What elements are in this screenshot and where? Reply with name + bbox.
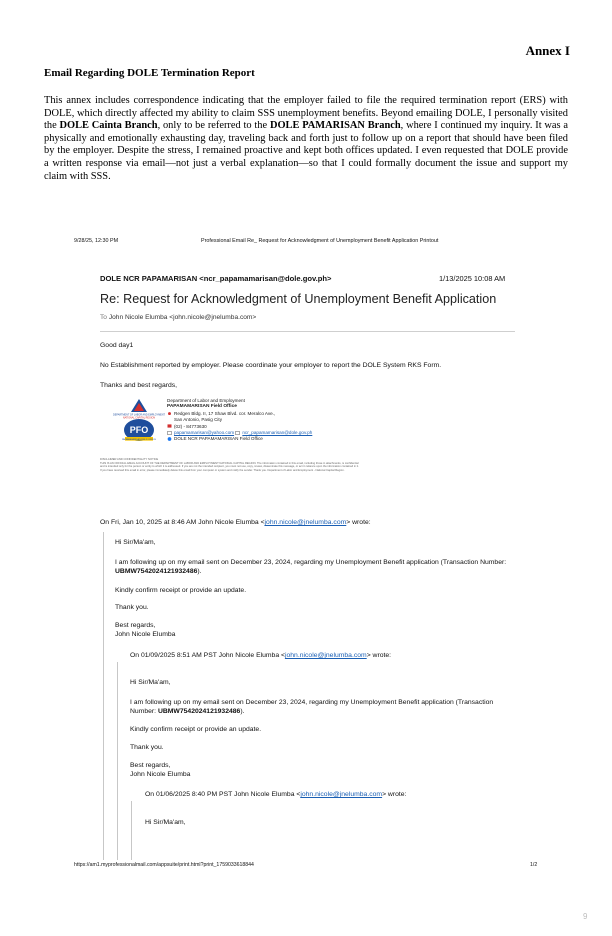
facebook-icon (167, 437, 172, 441)
printout-page-count: 1/2 (530, 862, 538, 868)
quote-header: On Fri, Jan 10, 2025 at 8:46 AM John Nicole Elumba <john.nicole@jnelumba.com> wrote: (100, 519, 371, 526)
email-subject: Re: Request for Acknowledgment of Unemployment Benefit Application (100, 292, 497, 306)
quote-greeting: Hi Sir/Ma'am, (130, 679, 171, 686)
email-message: No Establishment reported by employer. Please coordinate your employer to report the DOLE System RKS Form. (100, 362, 442, 369)
svg-text:NATIONAL CAPITAL REGION: NATIONAL CAPITAL REGION (122, 416, 156, 420)
quote-regards: Best regards, John Nicole Elumba (115, 622, 176, 638)
quote-body: I am following up on my email sent on December 23, 2024, regarding my Unemployment Benefit application (Transaction Number: UBMW7542024121932486). (130, 699, 494, 715)
quote-email-link[interactable]: john.nicole@jnelumba.com (300, 791, 383, 798)
email-greeting: Good day1 (100, 342, 134, 349)
quote-thanks: Thank you. (130, 744, 164, 751)
svg-text:PFO: PFO (129, 425, 149, 435)
quote-regards: Best regards, John Nicole Elumba (130, 762, 191, 778)
quote-bar (103, 532, 104, 860)
sig-department: Department of Labor and Employment (167, 398, 245, 403)
page-number: 9 (583, 912, 588, 921)
annex-title: Annex I (525, 43, 570, 58)
email-recipient: To John Nicole Elumba <john.nicole@jnelumba.com> (100, 314, 257, 321)
mail-icon (235, 431, 240, 435)
intro-paragraph: This annex includes correspondence indicating that the employer failed to file the required termination report (ERS) with DOLE, which directly affected my ability to claim SSS unemployment benefits. Beyond emailing DOLE, I personally visited the DOLE Cainta Branch, only to be referred to the DOLE PAMARISAN Branch, where I continued my inquiry. It was a physically and emotionally exhausting day, traveling back and forth just to follow up on a report that should have been filed by the employer. Despite the stress, I remained proactive and kept both offices updated. I even requested that DOLE provide a written response via email—not just a verbal explanation—so that I could formally document the issue and support my claim with SSS. (44, 95, 569, 182)
email-sender: DOLE NCR PAPAMARISAN <ncr_papamamarisan@dole.gov.ph> (100, 274, 332, 283)
quote-body: I am following up on my email sent on December 23, 2024, regarding my Unemployment Benefit application (Transaction Number: UBMW7542024121932486). (115, 559, 507, 575)
svg-text:PAPAMAMARISAN FIELD OFFICE: PAPAMAMARISAN FIELD OFFICE (121, 438, 157, 441)
svg-text:DEPARTMENT OF LABOR AND EMPLOY: DEPARTMENT OF LABOR AND EMPLOYMENT (113, 413, 165, 417)
quote-header: On 01/09/2025 8:51 AM PST John Nicole Elumba <john.nicole@jnelumba.com> wrote: (130, 652, 392, 659)
sig-address: Redgen Bldg. II, 17 Shaw Blvd. cor. Meralco Ave., (167, 411, 312, 417)
quote-email-link[interactable]: john.nicole@jnelumba.com (284, 652, 367, 659)
quote-request: Kindly confirm receipt or provide an update. (115, 587, 247, 594)
section-heading: Email Regarding DOLE Termination Report (44, 67, 255, 79)
printout-footer-url: https://am1.myprofessionalmail.com/appsuite/print.html?print_1759033618844 (74, 862, 254, 868)
quote-bar (117, 662, 118, 860)
quote-greeting: Hi Sir/Ma'am, (145, 819, 186, 826)
sig-address-2: San Antonio, Pasig City (174, 417, 223, 423)
sig-email-1[interactable]: papamamarisan@yahoo.com (174, 430, 235, 436)
location-pin-icon (167, 412, 172, 416)
quote-request: Kindly confirm receipt or provide an update. (130, 726, 262, 733)
sig-email-2[interactable]: ncr_papamamarisan@dole.gov.ph (242, 430, 313, 436)
printout-title: Professional Email Re_ Request for Acknowledgment of Unemployment Benefit Application Printout (201, 238, 439, 244)
email-signature (113, 398, 363, 458)
email-closing: Thanks and best regards, (100, 382, 178, 389)
divider (100, 331, 515, 332)
quote-email-link[interactable]: john.nicole@jnelumba.com (264, 519, 347, 526)
mail-icon (167, 431, 172, 435)
printout-date: 9/28/25, 12:30 PM (74, 238, 119, 244)
sig-phone: (02) - 84773630 (167, 424, 312, 430)
sig-field-office: PAPAMAMARISAN Field Office (167, 404, 237, 410)
phone-icon (167, 424, 172, 428)
quote-greeting: Hi Sir/Ma'am, (115, 539, 156, 546)
quote-thanks: Thank you. (115, 604, 149, 611)
quote-bar (131, 801, 132, 860)
sig-facebook: DOLE NCR PAPAMAMARISAN Field Office (167, 436, 312, 442)
disclaimer-notice: DISCLAIMER AND CONFIDENTIALITY NOTICE THIS IS AN OFFICIAL EMAIL ACCOUNT OF THE DEPARTMENT OF LABOR AND EMPLOYMENT NATIONAL CAPITAL REGION. The information contained in this email, including those in attachments, is confidential and is intended only for the person or entity to which it is addressed. If you are not the intended recipient, you must not use, copy, review, disseminate this message, or act in reliance upon the information contained in it. If you have received this email in error, please immediately delete this email from your computer or system and notify the sender. Thank you. Department of Labor and Employment - National Capital Region. (100, 458, 359, 472)
quote-header: On 01/06/2025 8:40 PM PST John Nicole Elumba <john.nicole@jnelumba.com> wrote: (145, 791, 407, 798)
email-date: 1/13/2025 10:08 AM (439, 274, 506, 283)
dole-pfo-logo (113, 398, 165, 444)
